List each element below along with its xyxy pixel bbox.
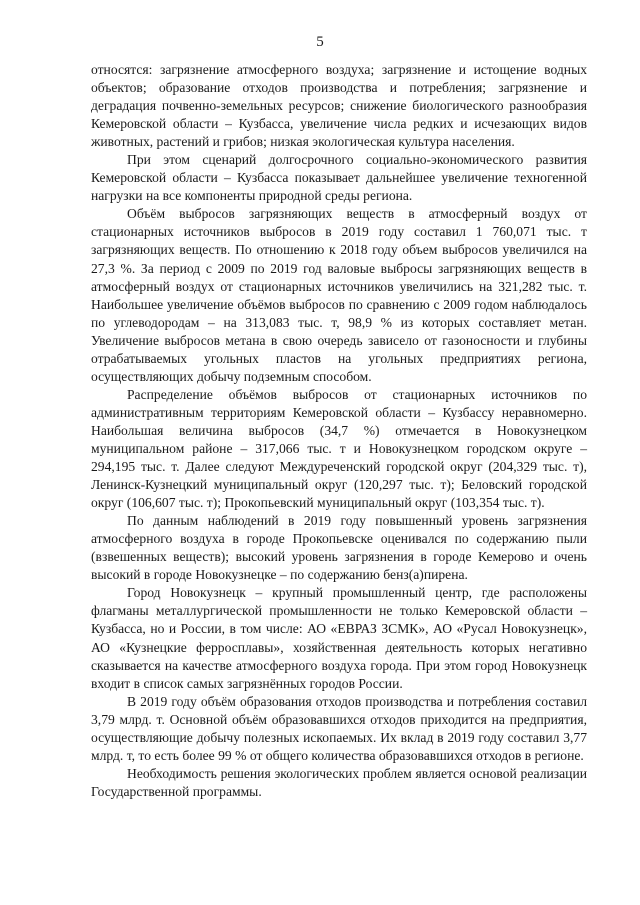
page-number: 5 <box>316 34 324 50</box>
paragraph-air-monitoring: По данным наблюдений в 2019 году повышенный уровень загрязнения атмосферного воздуха в городе Прокопьевске оценивался по содержанию пыли (взвешенных веществ); высокий уровень загрязнения в городе Кемерово и очень высокий в городе Новокузнецке – по содержанию бенз(а)пирена. <box>91 513 587 583</box>
paragraph-development-scenario: При этом сценарий долгосрочного социально-экономического развития Кемеровской области – Кузбасса показывает дальнейшее увеличение техногенной нагрузки на все компоненты природной среды региона. <box>91 152 587 204</box>
paragraph-program-basis: Необходимость решения экологических проблем является основой реализации Государственной программы. <box>91 765 587 799</box>
paragraph-emissions-volume: Объём выбросов загрязняющих веществ в атмосферный воздух от стационарных источников выбросов в 2019 году составил 1 760,071 тыс. т загрязняющих веществ. По отношению к 2018 году объем выбросов увеличился на 27,3 %. За период с 2009 по 2019 год валовые выбросы загрязняющих веществ в атмосферный воздух от стационарных источников увеличились на 321,282 тыс. т. Наибольшее увеличение объёмов выбросов по сравнению с 2009 годом наблюдалось по углеводородам – на 313,083 тыс. т, 98,9 % из которых составляет метан. Увеличение выбросов метана в свою очередь зависело от газоносности и глубины отрабатываемых угольных пластов на угольных предприятиях региона, осуществляющих добычу подземным способом. <box>91 206 587 384</box>
paragraph-threats-list: относятся: загрязнение атмосферного воздуха; загрязнение и истощение водных объектов; образование отходов производства и потребления; загрязнение и деградация почвенно-земельных ресурсов; снижение биологического разнообразия Кемеровской области – Кузбасса, увеличение числа редких и исчезающих видов животных, растений и грибов; низкая экологическая культура населения. <box>91 62 587 150</box>
paragraph-novokuznetsk: Город Новокузнецк – крупный промышленный центр, где расположены флагманы металлургической промышленности не только Кемеровской области – Кузбасса, но и России, в том числе: АО «ЕВРАЗ ЗСМК», АО «Русал Новокузнецк», АО «Кузнецкие ферросплавы», хозяйственная деятельность которых негативно сказывается на качестве атмосферного воздуха города. При этом город Новокузнецк входит в список самых загрязнённых городов России. <box>91 585 587 691</box>
paragraph-waste-generation: В 2019 году объём образования отходов производства и потребления составил 3,79 млрд. т. Основной объём образовавшихся отходов приходится на предприятия, осуществляющие добычу полезных ископаемых. Их вклад в 2019 году составил 3,77 млрд. т, то есть более 99 % от общего количества образовавшихся отходов в регионе. <box>91 693 587 763</box>
document-body <box>91 61 587 801</box>
paragraph-emissions-distribution: Распределение объёмов выбросов от стационарных источников по административным территориям Кемеровской области – Кузбассу неравномерно. Наибольшая величина выбросов (34,7 %) отмечается в Новокузнецком муниципальном районе – 317,066 тыс. т и Новокузнецком городском округе – 294,195 тыс. т. Далее следуют Междуреченский городской округ (204,329 тыс. т), Ленинск-Кузнецкий муниципальный округ (120,297 тыс. т); Беловский городской округ (106,607 тыс. т); Прокопьевский муниципальный округ (103,354 тыс. т). <box>91 386 587 511</box>
